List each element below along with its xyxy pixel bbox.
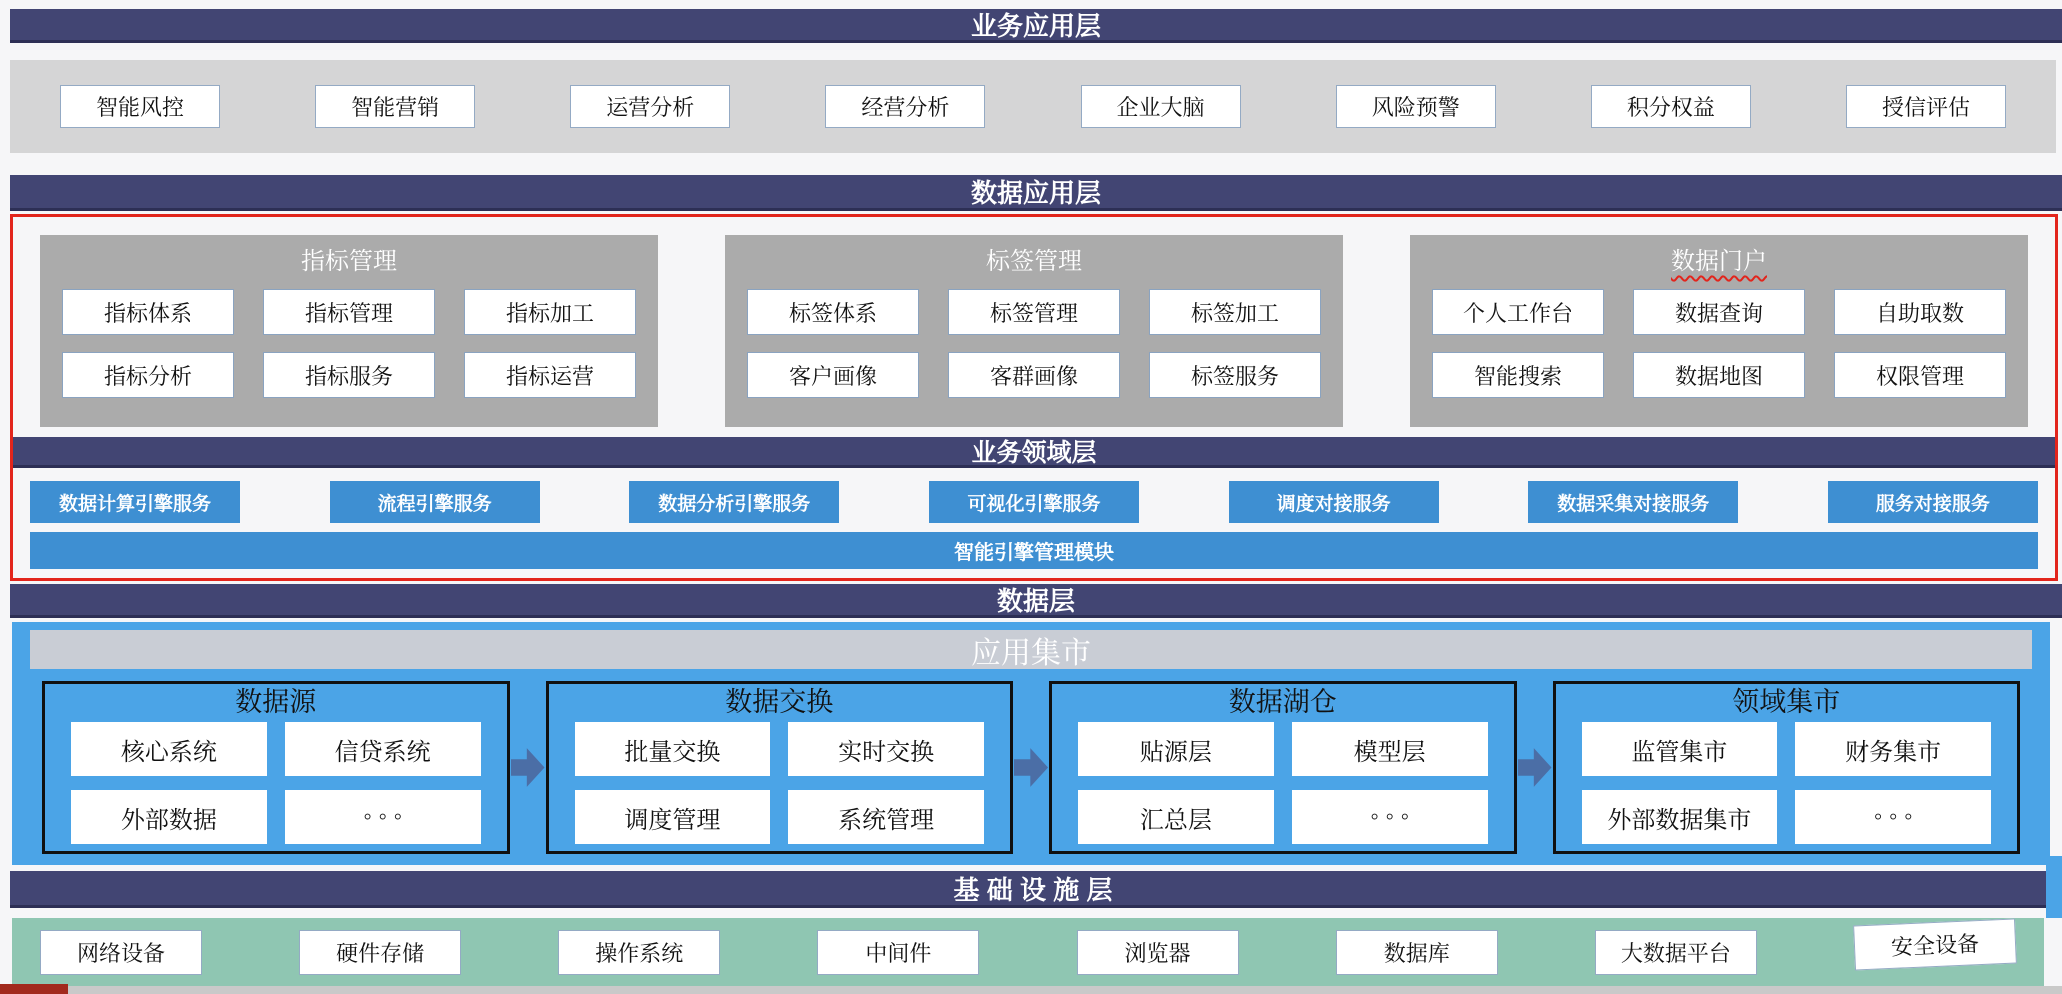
panel-grid	[40, 279, 658, 398]
group-cell: 调度管理	[575, 790, 771, 844]
app-box: 智能风控	[60, 85, 220, 128]
group-cell: 汇总层	[1078, 790, 1274, 844]
panel-cell: 指标管理	[263, 289, 435, 335]
panel-cell: 标签服务	[1149, 352, 1321, 398]
panel-title: 数据门户	[1671, 248, 1767, 275]
panel-cell: 权限管理	[1834, 352, 2006, 398]
infra-box: 中间件	[817, 930, 979, 975]
group-cell: 实时交换	[788, 722, 984, 776]
layer-header-infrastructure: 基 础 设 施 层	[10, 871, 2056, 908]
panel-cell: 数据查询	[1633, 289, 1805, 335]
data-app-panels	[13, 217, 2055, 427]
group-cell: 批量交换	[575, 722, 771, 776]
engine-service-button: 可视化引擎服务	[929, 481, 1139, 523]
panel-cell: 指标体系	[62, 289, 234, 335]
group-grid	[1556, 718, 2018, 844]
layer-header-data-app: 数据应用层	[10, 175, 2062, 211]
infra-box: 网络设备	[40, 930, 202, 975]
infra-box: 安全设备	[1853, 918, 2017, 970]
app-box: 风险预警	[1336, 85, 1496, 128]
panel-title: 标签管理	[986, 248, 1082, 275]
app-box: 积分权益	[1591, 85, 1751, 128]
panel-data-portal	[1410, 235, 2028, 427]
panel-cell: 数据地图	[1633, 352, 1805, 398]
group-data-lakehouse	[1049, 681, 1517, 854]
group-cell: 外部数据集市	[1582, 790, 1778, 844]
group-data-exchange	[546, 681, 1014, 854]
group-title: 数据源	[235, 687, 317, 717]
panel-title: 指标管理	[301, 248, 397, 275]
panel-grid	[1410, 279, 2028, 398]
layer-header-data: 数据层	[10, 584, 2062, 618]
panel-cell: 客户画像	[747, 352, 919, 398]
group-cell: ◦ ◦ ◦	[1795, 790, 1991, 844]
flow-arrow-icon	[511, 745, 545, 791]
engine-service-button: 数据计算引擎服务	[30, 481, 240, 523]
group-title: 数据湖仓	[1228, 687, 1337, 717]
business-app-band	[10, 60, 2056, 153]
infra-box: 硬件存储	[299, 930, 461, 975]
panel-grid	[725, 279, 1343, 398]
engine-service-button: 数据采集对接服务	[1528, 481, 1738, 523]
group-title: 数据交换	[725, 687, 834, 717]
blue-edge-artifact	[2046, 856, 2062, 918]
group-cell: 外部数据	[71, 790, 267, 844]
flow-arrow-icon	[1518, 745, 1552, 791]
infra-box: 数据库	[1336, 930, 1498, 975]
engine-service-button: 数据分析引擎服务	[629, 481, 839, 523]
group-cell: 贴源层	[1078, 722, 1274, 776]
panel-cell: 标签体系	[747, 289, 919, 335]
group-cell: ◦ ◦ ◦	[1292, 790, 1488, 844]
group-cell: 信贷系统	[285, 722, 481, 776]
bottom-red-bar	[0, 984, 68, 994]
panel-cell: 客群画像	[948, 352, 1120, 398]
group-cell: 核心系统	[71, 722, 267, 776]
group-cell: 监管集市	[1582, 722, 1778, 776]
application-mart-title: 应用集市	[30, 630, 2032, 669]
panel-cell: 标签加工	[1149, 289, 1321, 335]
infrastructure-band	[12, 918, 2044, 986]
group-grid	[549, 718, 1011, 844]
highlight-red-box	[10, 214, 2058, 581]
panel-cell: 指标服务	[263, 352, 435, 398]
panel-cell: 标签管理	[948, 289, 1120, 335]
layer-header-business-domain: 业务领域层	[13, 437, 2055, 468]
panel-label-management	[725, 235, 1343, 427]
infra-box: 大数据平台	[1595, 930, 1757, 975]
infra-box: 操作系统	[558, 930, 720, 975]
panel-cell: 智能搜索	[1432, 352, 1604, 398]
group-cell: 财务集市	[1795, 722, 1991, 776]
engine-service-button: 调度对接服务	[1229, 481, 1439, 523]
group-domain-mart	[1553, 681, 2021, 854]
application-mart-container	[12, 622, 2050, 865]
group-title: 领域集市	[1732, 687, 1841, 717]
panel-cell: 指标运营	[464, 352, 636, 398]
layer-header-business-app: 业务应用层	[10, 9, 2062, 43]
flow-arrow-icon	[1014, 745, 1048, 791]
group-grid	[45, 718, 507, 844]
app-box: 运营分析	[570, 85, 730, 128]
app-box: 企业大脑	[1081, 85, 1241, 128]
group-cell: 模型层	[1292, 722, 1488, 776]
panel-cell: 指标加工	[464, 289, 636, 335]
app-box: 智能营销	[315, 85, 475, 128]
bottom-gray-strip	[66, 986, 2062, 994]
group-data-source	[42, 681, 510, 854]
group-cell: 系统管理	[788, 790, 984, 844]
app-box: 授信评估	[1846, 85, 2006, 128]
panel-cell: 个人工作台	[1432, 289, 1604, 335]
group-cell: ◦ ◦ ◦	[285, 790, 481, 844]
panel-indicator-management	[40, 235, 658, 427]
panel-cell: 自助取数	[1834, 289, 2006, 335]
app-box: 经营分析	[825, 85, 985, 128]
engine-services-row	[13, 481, 2055, 523]
panel-cell: 指标分析	[62, 352, 234, 398]
engine-service-button: 服务对接服务	[1828, 481, 2038, 523]
infra-box: 浏览器	[1077, 930, 1239, 975]
group-grid	[1052, 718, 1514, 844]
data-flow-row	[12, 681, 2050, 854]
engine-management-bar: 智能引擎管理模块	[30, 532, 2038, 569]
engine-service-button: 流程引擎服务	[330, 481, 540, 523]
